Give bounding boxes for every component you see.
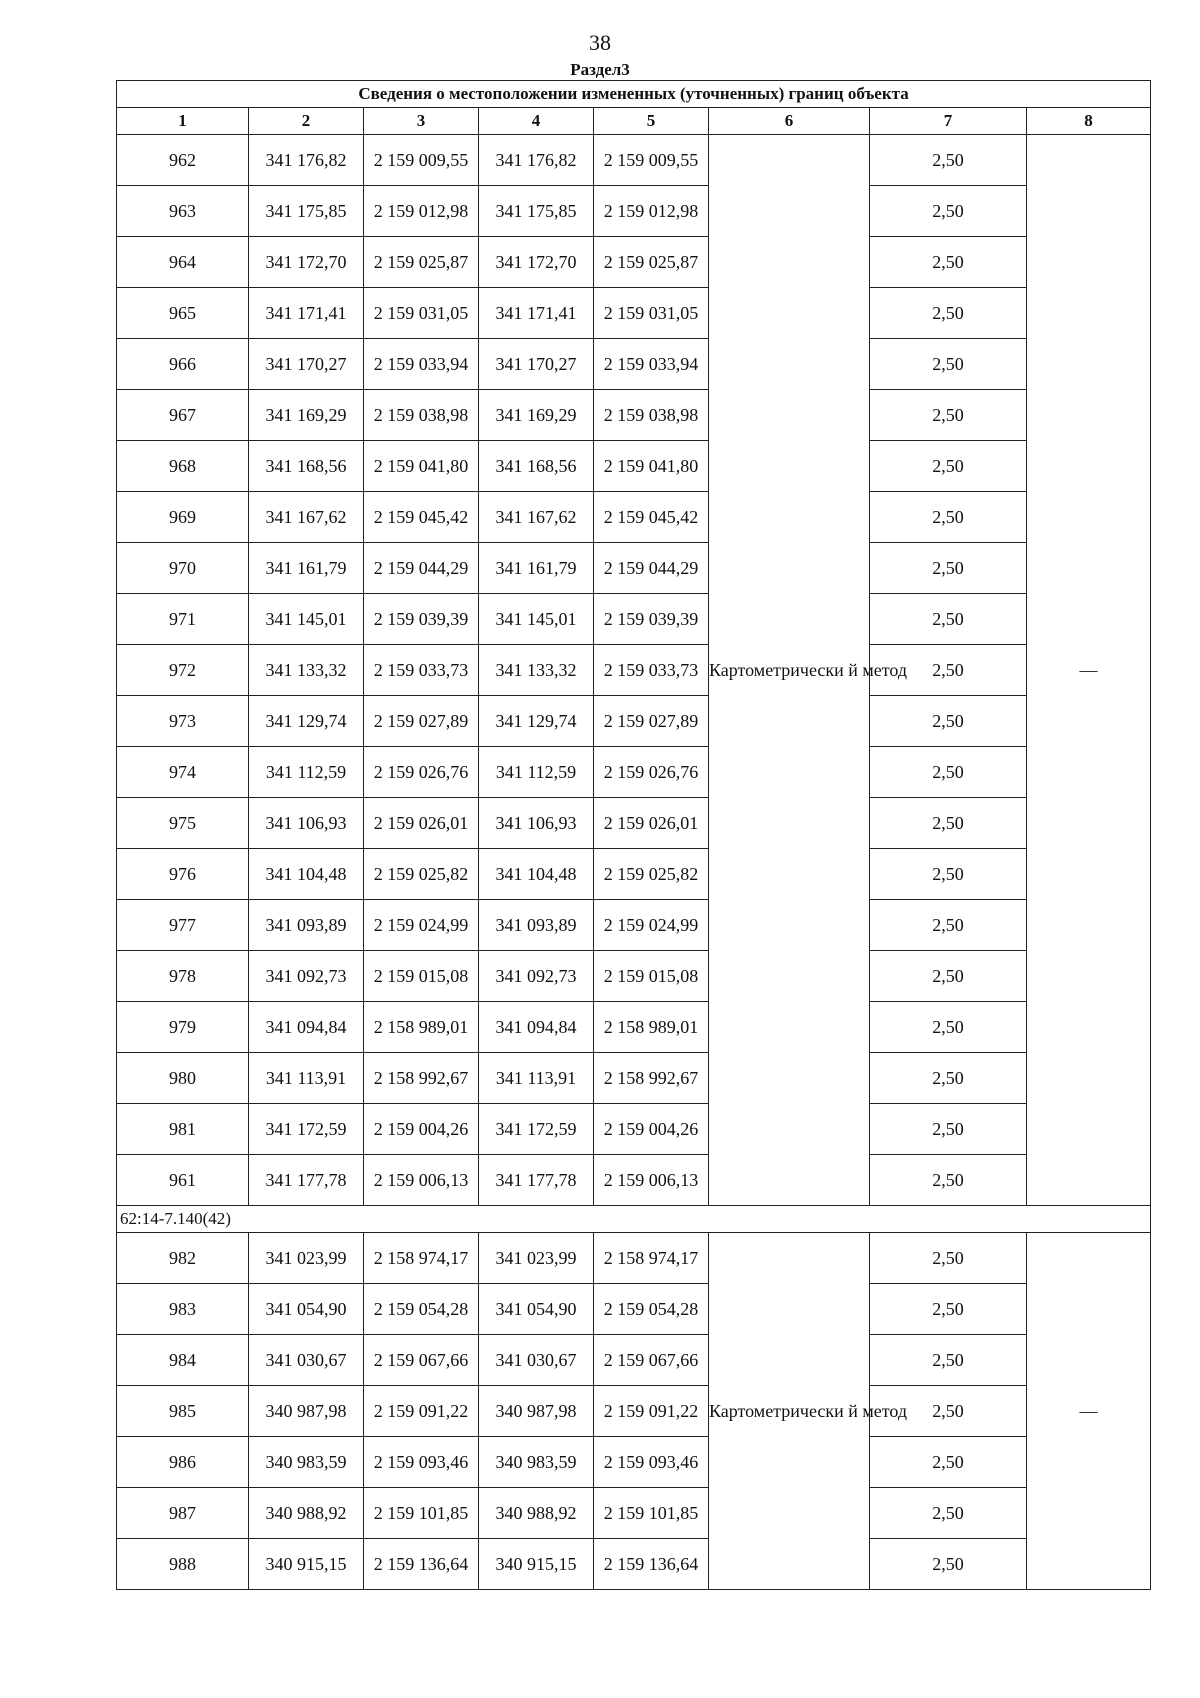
description-cell: — xyxy=(1027,1233,1151,1590)
table-row xyxy=(117,1002,1151,1053)
coordinate-x-cell: 341 167,62 xyxy=(249,492,364,543)
column-header: 6 xyxy=(709,108,870,135)
coordinate-y-cell: 2 159 044,29 xyxy=(594,543,709,594)
coordinate-x-cell: 341 104,48 xyxy=(249,849,364,900)
accuracy-cell: 2,50 xyxy=(870,186,1027,237)
point-number-cell: 962 xyxy=(117,135,249,186)
point-number-cell: 973 xyxy=(117,696,249,747)
accuracy-cell: 2,50 xyxy=(870,390,1027,441)
coordinate-y-cell: 2 159 031,05 xyxy=(364,288,479,339)
table-row xyxy=(117,900,1151,951)
coordinate-x-cell: 341 023,99 xyxy=(479,1233,594,1284)
table-row xyxy=(117,798,1151,849)
accuracy-cell: 2,50 xyxy=(870,288,1027,339)
method-cell: Картометрически й метод xyxy=(709,1233,870,1590)
table-row xyxy=(117,645,1151,696)
table-row xyxy=(117,441,1151,492)
coordinate-y-cell: 2 159 027,89 xyxy=(364,696,479,747)
coordinate-y-cell: 2 159 038,98 xyxy=(364,390,479,441)
point-number-cell: 985 xyxy=(117,1386,249,1437)
coordinate-x-cell: 341 112,59 xyxy=(249,747,364,798)
table-title: Сведения о местоположении измененных (уточненных) границ объекта xyxy=(117,81,1151,108)
coordinate-x-cell: 341 161,79 xyxy=(479,543,594,594)
coordinate-y-cell: 2 158 989,01 xyxy=(594,1002,709,1053)
point-number-cell: 972 xyxy=(117,645,249,696)
coordinate-y-cell: 2 159 045,42 xyxy=(364,492,479,543)
coordinate-x-cell: 341 169,29 xyxy=(479,390,594,441)
coordinate-x-cell: 341 145,01 xyxy=(249,594,364,645)
point-number-cell: 987 xyxy=(117,1488,249,1539)
coordinate-y-cell: 2 159 038,98 xyxy=(594,390,709,441)
coordinate-x-cell: 341 054,90 xyxy=(249,1284,364,1335)
coordinate-y-cell: 2 159 041,80 xyxy=(594,441,709,492)
coordinate-y-cell: 2 159 044,29 xyxy=(364,543,479,594)
table-row xyxy=(117,1104,1151,1155)
coordinate-y-cell: 2 159 025,82 xyxy=(364,849,479,900)
table-row xyxy=(117,339,1151,390)
column-header: 2 xyxy=(249,108,364,135)
table-row xyxy=(117,186,1151,237)
coordinate-x-cell: 341 092,73 xyxy=(479,951,594,1002)
point-number-cell: 983 xyxy=(117,1284,249,1335)
accuracy-cell: 2,50 xyxy=(870,1488,1027,1539)
coordinate-x-cell: 340 987,98 xyxy=(249,1386,364,1437)
point-number-cell: 977 xyxy=(117,900,249,951)
coordinate-y-cell: 2 159 033,73 xyxy=(594,645,709,696)
point-number-cell: 975 xyxy=(117,798,249,849)
coordinate-y-cell: 2 159 045,42 xyxy=(594,492,709,543)
page-number: 38 xyxy=(589,30,611,55)
table-row xyxy=(117,747,1151,798)
coordinate-x-cell: 341 106,93 xyxy=(479,798,594,849)
point-number-cell: 966 xyxy=(117,339,249,390)
coordinate-x-cell: 341 176,82 xyxy=(479,135,594,186)
table-row xyxy=(117,1233,1151,1284)
column-header: 3 xyxy=(364,108,479,135)
accuracy-cell: 2,50 xyxy=(870,135,1027,186)
accuracy-cell: 2,50 xyxy=(870,951,1027,1002)
coordinate-x-cell: 341 133,32 xyxy=(479,645,594,696)
coordinate-x-cell: 341 092,73 xyxy=(249,951,364,1002)
coordinate-y-cell: 2 159 031,05 xyxy=(594,288,709,339)
coordinate-x-cell: 341 172,59 xyxy=(249,1104,364,1155)
group-label-row xyxy=(117,1206,1151,1233)
coordinate-y-cell: 2 159 101,85 xyxy=(364,1488,479,1539)
accuracy-cell: 2,50 xyxy=(870,1053,1027,1104)
coordinate-y-cell: 2 159 067,66 xyxy=(594,1335,709,1386)
coordinate-x-cell: 341 093,89 xyxy=(249,900,364,951)
coordinate-x-cell: 341 175,85 xyxy=(249,186,364,237)
point-number-cell: 967 xyxy=(117,390,249,441)
table-body xyxy=(117,81,1151,1590)
coordinate-x-cell: 341 177,78 xyxy=(479,1155,594,1206)
accuracy-cell: 2,50 xyxy=(870,1386,1027,1437)
point-number-cell: 982 xyxy=(117,1233,249,1284)
coordinate-y-cell: 2 159 024,99 xyxy=(594,900,709,951)
coordinate-x-cell: 341 177,78 xyxy=(249,1155,364,1206)
point-number-cell: 963 xyxy=(117,186,249,237)
coordinate-x-cell: 341 170,27 xyxy=(479,339,594,390)
accuracy-cell: 2,50 xyxy=(870,1104,1027,1155)
accuracy-cell: 2,50 xyxy=(870,594,1027,645)
coordinate-y-cell: 2 159 024,99 xyxy=(364,900,479,951)
coordinate-x-cell: 341 170,27 xyxy=(249,339,364,390)
coordinate-x-cell: 341 113,91 xyxy=(479,1053,594,1104)
table-row xyxy=(117,696,1151,747)
coordinate-y-cell: 2 159 004,26 xyxy=(364,1104,479,1155)
column-header: 8 xyxy=(1027,108,1151,135)
point-number-cell: 979 xyxy=(117,1002,249,1053)
coordinate-x-cell: 340 988,92 xyxy=(479,1488,594,1539)
point-number-cell: 978 xyxy=(117,951,249,1002)
accuracy-cell: 2,50 xyxy=(870,1002,1027,1053)
coordinate-x-cell: 340 983,59 xyxy=(249,1437,364,1488)
coordinates-table xyxy=(116,80,1151,1590)
coordinate-x-cell: 341 168,56 xyxy=(479,441,594,492)
point-number-cell: 988 xyxy=(117,1539,249,1590)
coordinate-y-cell: 2 159 136,64 xyxy=(594,1539,709,1590)
coordinate-x-cell: 341 030,67 xyxy=(249,1335,364,1386)
coordinate-y-cell: 2 159 015,08 xyxy=(594,951,709,1002)
table-row xyxy=(117,849,1151,900)
coordinate-y-cell: 2 159 025,82 xyxy=(594,849,709,900)
coordinate-x-cell: 341 172,70 xyxy=(479,237,594,288)
table-row xyxy=(117,1488,1151,1539)
coordinate-x-cell: 341 161,79 xyxy=(249,543,364,594)
coordinate-x-cell: 341 113,91 xyxy=(249,1053,364,1104)
point-number-cell: 968 xyxy=(117,441,249,492)
coordinate-x-cell: 341 171,41 xyxy=(479,288,594,339)
coordinate-y-cell: 2 158 992,67 xyxy=(594,1053,709,1104)
column-header: 1 xyxy=(117,108,249,135)
coordinate-x-cell: 341 172,70 xyxy=(249,237,364,288)
coordinate-y-cell: 2 159 039,39 xyxy=(594,594,709,645)
point-number-cell: 986 xyxy=(117,1437,249,1488)
coordinate-y-cell: 2 159 026,76 xyxy=(594,747,709,798)
point-number-cell: 961 xyxy=(117,1155,249,1206)
coordinate-x-cell: 341 129,74 xyxy=(479,696,594,747)
table-row xyxy=(117,1155,1151,1206)
accuracy-cell: 2,50 xyxy=(870,492,1027,543)
coordinate-y-cell: 2 159 006,13 xyxy=(594,1155,709,1206)
accuracy-cell: 2,50 xyxy=(870,1284,1027,1335)
point-number-cell: 970 xyxy=(117,543,249,594)
table-row xyxy=(117,951,1151,1002)
coordinate-y-cell: 2 159 091,22 xyxy=(594,1386,709,1437)
coordinate-y-cell: 2 159 054,28 xyxy=(594,1284,709,1335)
coordinate-x-cell: 341 106,93 xyxy=(249,798,364,849)
table-row xyxy=(117,288,1151,339)
coordinate-x-cell: 341 169,29 xyxy=(249,390,364,441)
coordinate-y-cell: 2 159 039,39 xyxy=(364,594,479,645)
header-row xyxy=(117,108,1151,135)
coordinate-y-cell: 2 159 033,94 xyxy=(594,339,709,390)
accuracy-cell: 2,50 xyxy=(870,798,1027,849)
table-row xyxy=(117,390,1151,441)
table-row xyxy=(117,135,1151,186)
coordinate-y-cell: 2 159 026,01 xyxy=(594,798,709,849)
coordinate-x-cell: 340 987,98 xyxy=(479,1386,594,1437)
coordinate-y-cell: 2 159 033,73 xyxy=(364,645,479,696)
coordinate-x-cell: 341 030,67 xyxy=(479,1335,594,1386)
coordinate-y-cell: 2 159 136,64 xyxy=(364,1539,479,1590)
point-number-cell: 976 xyxy=(117,849,249,900)
coordinate-x-cell: 341 054,90 xyxy=(479,1284,594,1335)
group-label: 62:14-7.140(42) xyxy=(117,1206,1151,1233)
coordinate-y-cell: 2 159 091,22 xyxy=(364,1386,479,1437)
coordinate-x-cell: 340 915,15 xyxy=(479,1539,594,1590)
coordinate-y-cell: 2 159 093,46 xyxy=(364,1437,479,1488)
point-number-cell: 969 xyxy=(117,492,249,543)
coordinate-x-cell: 341 172,59 xyxy=(479,1104,594,1155)
column-header: 5 xyxy=(594,108,709,135)
table-row xyxy=(117,1386,1151,1437)
coordinate-y-cell: 2 159 004,26 xyxy=(594,1104,709,1155)
coordinate-x-cell: 340 915,15 xyxy=(249,1539,364,1590)
coordinate-y-cell: 2 159 041,80 xyxy=(364,441,479,492)
table-row xyxy=(117,237,1151,288)
coordinate-x-cell: 341 167,62 xyxy=(479,492,594,543)
coordinate-y-cell: 2 158 974,17 xyxy=(364,1233,479,1284)
accuracy-cell: 2,50 xyxy=(870,1437,1027,1488)
table-row xyxy=(117,1284,1151,1335)
column-header: 7 xyxy=(870,108,1027,135)
coordinate-y-cell: 2 159 026,01 xyxy=(364,798,479,849)
coordinate-y-cell: 2 159 093,46 xyxy=(594,1437,709,1488)
point-number-cell: 980 xyxy=(117,1053,249,1104)
accuracy-cell: 2,50 xyxy=(870,1155,1027,1206)
accuracy-cell: 2,50 xyxy=(870,1335,1027,1386)
coordinate-x-cell: 341 094,84 xyxy=(249,1002,364,1053)
table-row xyxy=(117,1053,1151,1104)
accuracy-cell: 2,50 xyxy=(870,339,1027,390)
accuracy-cell: 2,50 xyxy=(870,1539,1027,1590)
table-row xyxy=(117,1539,1151,1590)
coordinate-x-cell: 341 175,85 xyxy=(479,186,594,237)
table-row xyxy=(117,543,1151,594)
table-row xyxy=(117,1335,1151,1386)
coordinate-x-cell: 341 129,74 xyxy=(249,696,364,747)
column-header: 4 xyxy=(479,108,594,135)
point-number-cell: 964 xyxy=(117,237,249,288)
coordinate-x-cell: 341 145,01 xyxy=(479,594,594,645)
point-number-cell: 981 xyxy=(117,1104,249,1155)
accuracy-cell: 2,50 xyxy=(870,849,1027,900)
coordinate-y-cell: 2 159 025,87 xyxy=(364,237,479,288)
coordinate-x-cell: 341 023,99 xyxy=(249,1233,364,1284)
coordinate-y-cell: 2 159 025,87 xyxy=(594,237,709,288)
point-number-cell: 984 xyxy=(117,1335,249,1386)
coordinate-x-cell: 340 988,92 xyxy=(249,1488,364,1539)
coordinate-x-cell: 341 168,56 xyxy=(249,441,364,492)
coordinate-y-cell: 2 159 009,55 xyxy=(594,135,709,186)
coordinate-y-cell: 2 159 012,98 xyxy=(364,186,479,237)
coordinate-y-cell: 2 159 067,66 xyxy=(364,1335,479,1386)
coordinate-y-cell: 2 159 054,28 xyxy=(364,1284,479,1335)
point-number-cell: 974 xyxy=(117,747,249,798)
coordinate-y-cell: 2 159 012,98 xyxy=(594,186,709,237)
coordinate-y-cell: 2 159 026,76 xyxy=(364,747,479,798)
accuracy-cell: 2,50 xyxy=(870,645,1027,696)
coordinate-x-cell: 341 176,82 xyxy=(249,135,364,186)
accuracy-cell: 2,50 xyxy=(870,747,1027,798)
coordinate-y-cell: 2 158 974,17 xyxy=(594,1233,709,1284)
section-label: Раздел3 xyxy=(570,60,630,79)
coordinate-x-cell: 341 171,41 xyxy=(249,288,364,339)
coordinate-y-cell: 2 159 015,08 xyxy=(364,951,479,1002)
coordinate-y-cell: 2 159 009,55 xyxy=(364,135,479,186)
description-cell: — xyxy=(1027,135,1151,1206)
coordinate-x-cell: 341 133,32 xyxy=(249,645,364,696)
table-row xyxy=(117,594,1151,645)
accuracy-cell: 2,50 xyxy=(870,441,1027,492)
point-number-cell: 971 xyxy=(117,594,249,645)
coordinate-x-cell: 341 093,89 xyxy=(479,900,594,951)
coordinate-y-cell: 2 159 101,85 xyxy=(594,1488,709,1539)
coordinate-y-cell: 2 158 989,01 xyxy=(364,1002,479,1053)
coordinate-y-cell: 2 159 033,94 xyxy=(364,339,479,390)
coordinate-x-cell: 341 094,84 xyxy=(479,1002,594,1053)
coordinate-y-cell: 2 159 006,13 xyxy=(364,1155,479,1206)
coordinate-y-cell: 2 158 992,67 xyxy=(364,1053,479,1104)
coordinate-x-cell: 341 112,59 xyxy=(479,747,594,798)
table-row xyxy=(117,1437,1151,1488)
accuracy-cell: 2,50 xyxy=(870,900,1027,951)
table-title-row xyxy=(117,81,1151,108)
table-row xyxy=(117,492,1151,543)
method-cell: Картометрически й метод xyxy=(709,135,870,1206)
coordinate-y-cell: 2 159 027,89 xyxy=(594,696,709,747)
coordinate-x-cell: 341 104,48 xyxy=(479,849,594,900)
accuracy-cell: 2,50 xyxy=(870,696,1027,747)
accuracy-cell: 2,50 xyxy=(870,237,1027,288)
coordinate-x-cell: 340 983,59 xyxy=(479,1437,594,1488)
accuracy-cell: 2,50 xyxy=(870,543,1027,594)
point-number-cell: 965 xyxy=(117,288,249,339)
accuracy-cell: 2,50 xyxy=(870,1233,1027,1284)
